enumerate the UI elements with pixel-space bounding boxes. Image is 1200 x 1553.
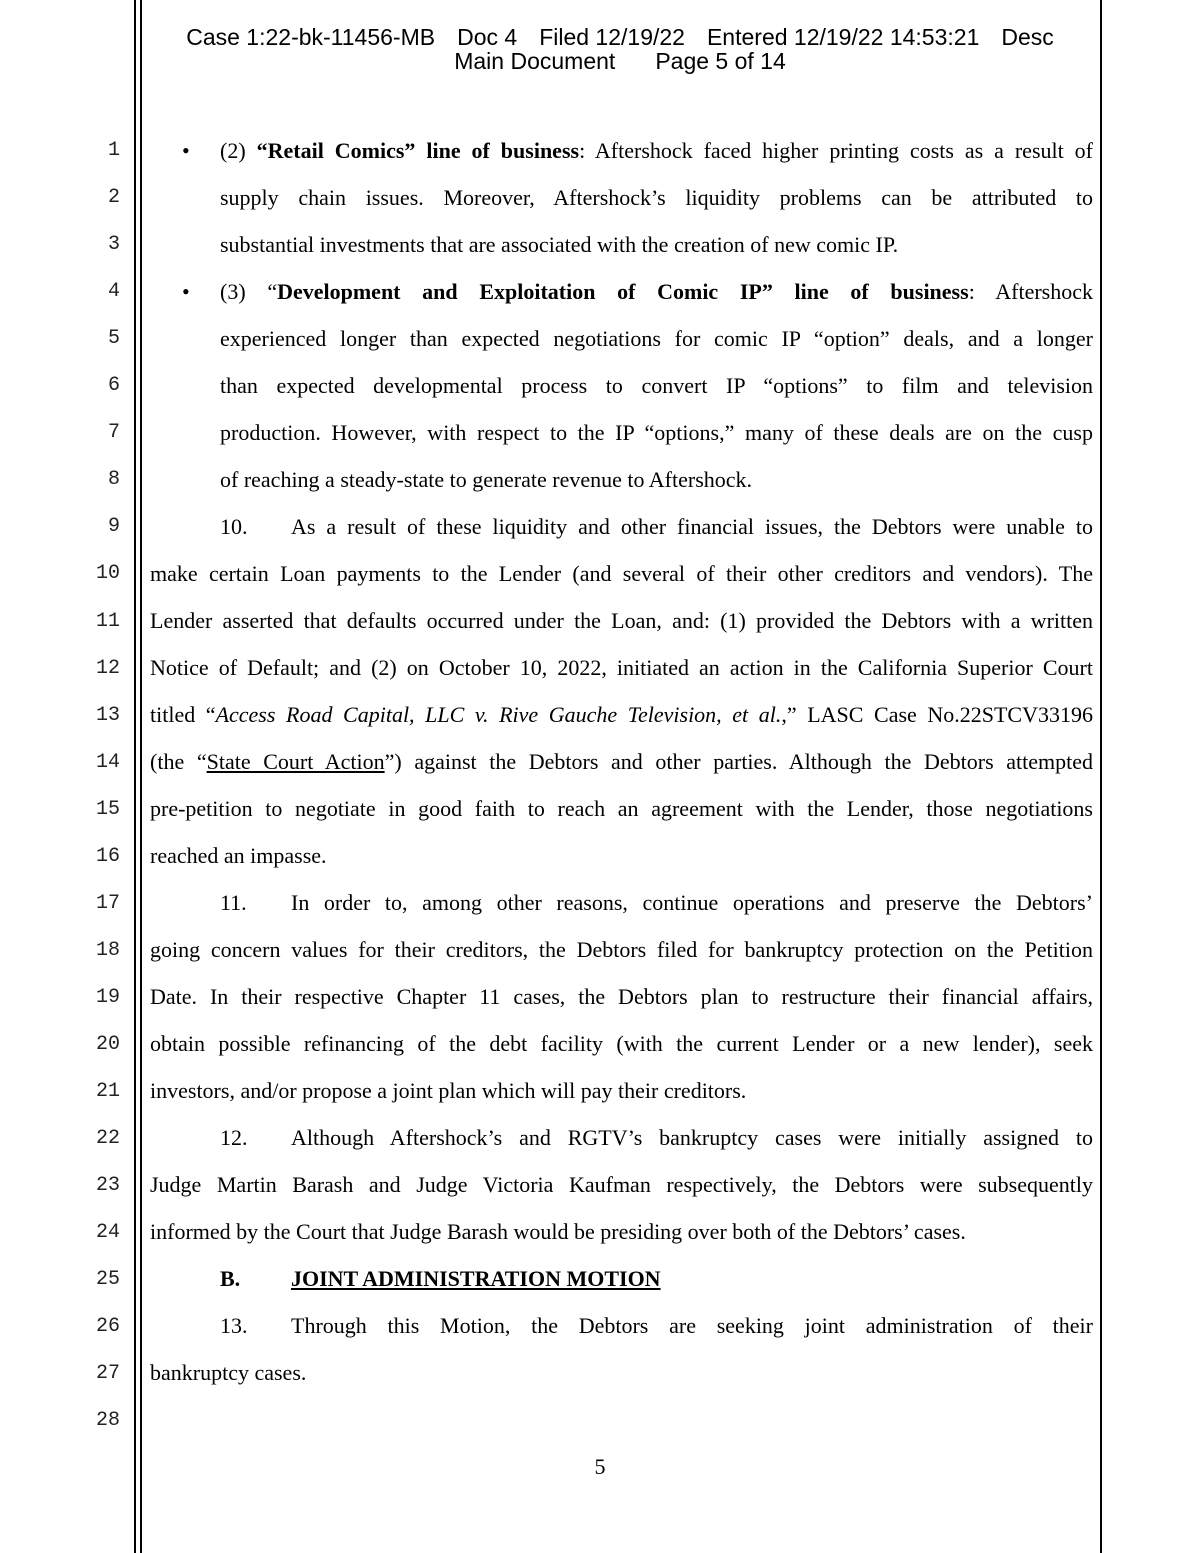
text-line [220,138,1093,164]
line-number: 27 [95,1362,120,1385]
text-line: Date. In their respective Chapter 11 cases, the Debtors plan to restructure their financial affairs, [150,984,1093,1009]
text-line [220,279,1093,305]
line-number: 13 [95,704,120,727]
line-number: 10 [95,562,120,585]
line-number: 20 [95,1033,120,1056]
right-margin-rule [1100,0,1102,1553]
left-margin-rule-inner [140,0,142,1553]
text-line: Notice of Default; and (2) on October 10, 2022, initiated an action in the California Superior Court [150,655,1093,680]
line-number: 1 [107,139,120,162]
bullet-point: • [182,138,190,163]
left-margin-rule-outer [134,0,136,1553]
text-span: : Aftershock [968,279,1093,304]
line-number: 8 [107,468,120,491]
text-line: of reaching a steady-state to generate revenue to Aftershock. [220,467,753,492]
bold-term: “Retail Comics” line of business [256,138,580,163]
line-number: 2 [107,186,120,209]
paragraph-number: 12. [220,1125,248,1150]
line-number: 14 [95,751,120,774]
line-number: 26 [95,1315,120,1338]
text-line: As a result of these liquidity and other financial issues, the Debtors were unable to [291,514,1093,539]
text-span: ,” LASC Case No.22STCV33196 [781,702,1093,727]
text-line: pre-petition to negotiate in good faith to reach an agreement with the Lender, those negotiations [150,796,1093,821]
section-letter: B. [220,1266,241,1291]
line-number: 11 [95,610,120,633]
line-number: 23 [95,1174,120,1197]
doc-number: Doc 4 [457,24,518,50]
line-number: 16 [95,845,120,868]
text-line [150,702,1093,728]
line-number: 18 [95,939,120,962]
text-line: bankruptcy cases. [150,1360,307,1385]
desc-label: Desc [1001,24,1054,50]
line-number: 12 [95,657,120,680]
bullet-point: • [182,279,190,304]
text-span: (2) [220,138,257,163]
text-span: : Aftershock faced higher printing costs as a result of [579,138,1094,163]
text-line: Although Aftershock’s and RGTV’s bankruptcy cases were initially assigned to [291,1125,1093,1150]
line-number: 9 [107,515,120,538]
page-number: 5 [594,1454,606,1479]
entered-date: Entered 12/19/22 14:53:21 [706,24,980,50]
line-number: 24 [95,1221,120,1244]
filed-date: Filed 12/19/22 [539,24,685,50]
text-line: Lender asserted that defaults occurred under the Loan, and: (1) provided the Debtors with a written [150,608,1093,633]
text-line: informed by the Court that Judge Barash would be presiding over both of the Debtors’ cases. [150,1219,966,1244]
bold-term: Development and Exploitation of Comic IP” line of business [277,279,969,304]
case-header-line-2 [140,49,1100,73]
text-line: In order to, among other reasons, continue operations and preserve the Debtors’ [291,890,1093,915]
text-line: supply chain issues. Moreover, Aftershock’s liquidity problems can be attributed to [220,185,1093,210]
text-line: going concern values for their creditors, the Debtors filed for bankruptcy protection on the Petition [150,937,1093,962]
text-span: (3) “ [220,279,278,304]
line-number: 28 [95,1409,120,1432]
page-of-label: Page 5 of 14 [655,48,786,74]
text-line: make certain Loan payments to the Lender (and several of their other creditors and vendors). The [150,561,1093,586]
line-number: 3 [107,233,120,256]
paragraph-number: 10. [220,514,248,539]
case-header-line-1 [140,25,1100,49]
line-number: 4 [107,280,120,303]
text-line: investors, and/or propose a joint plan which will pay their creditors. [150,1078,747,1103]
text-span: ”) against the Debtors and other parties. Although the Debtors attempted [384,749,1094,774]
line-number: 25 [95,1268,120,1291]
text-line: than expected developmental process to convert IP “options” to film and television [220,373,1093,398]
line-number: 22 [95,1127,120,1150]
line-number: 6 [107,374,120,397]
main-document-label: Main Document [454,48,616,74]
text-line: experienced longer than expected negotiations for comic IP “option” deals, and a longer [220,326,1093,351]
line-number: 17 [95,892,120,915]
text-span: titled “ [150,702,216,727]
line-number: 7 [107,421,120,444]
text-line: production. However, with respect to the IP “options,” many of these deals are on the cusp [220,420,1093,445]
text-line: substantial investments that are associated with the creation of new comic IP. [220,232,899,257]
text-line: Judge Martin Barash and Judge Victoria Kaufman respectively, the Debtors were subsequently [150,1172,1093,1197]
line-number: 5 [107,327,120,350]
line-number: 21 [95,1080,120,1103]
case-caption-italic: Access Road Capital, LLC v. Rive Gauche Television, et al. [215,702,782,727]
text-line: reached an impasse. [150,843,327,868]
text-line: Through this Motion, the Debtors are seeking joint administration of their [291,1313,1093,1338]
line-number: 15 [95,798,120,821]
paragraph-number: 11. [220,890,247,915]
text-span: (the “ [150,749,207,774]
case-number: Case 1:22-bk-11456-MB [186,24,436,50]
defined-term-underlined: State Court Action [206,749,385,774]
text-line [150,749,1093,775]
text-line: obtain possible refinancing of the debt facility (with the current Lender or a new lender), seek [150,1031,1093,1056]
paragraph-number: 13. [220,1313,248,1338]
section-heading: JOINT ADMINISTRATION MOTION [291,1266,661,1291]
line-number: 19 [95,986,120,1009]
